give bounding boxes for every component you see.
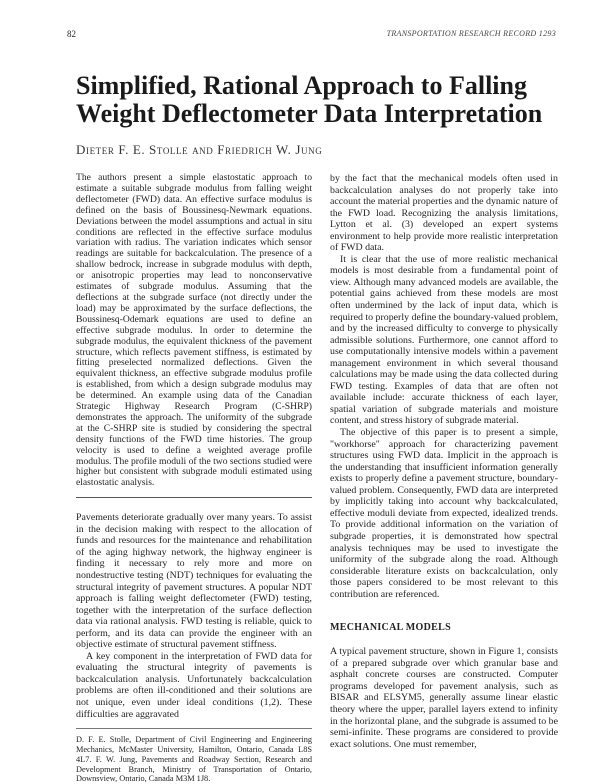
- page-number: 82: [67, 29, 76, 39]
- paper-title: Simplified, Rational Approach to Falling Weight Deflectometer Data Interpretation: [76, 71, 543, 128]
- abstract: The authors present a simple elastostatic approach to estimate a suitable subgrade modulus from falling weight deflectometer (FWD) data. An effective surface modulus is defined on the basis of Boussinesq-Newmark equations. Deviations between the model assumptions and actual in situ conditions are reflected in the effective surface modulus variation with radius. The variation indicates which sensor readings are suitable for backcalculation. The presence of a shallow bedrock, increase in subgrade modulus with depth, or anisotropic properties may lead to nonconservative estimates of subgrade modulus. Assuming that the deflections at the subgrade surface (not directly under the load) may be approximated by the surface deflections, the Boussinesq-Odemark equations are used to define an effective subgrade modulus. In order to determine the subgrade modulus, the equivalent thickness of the pavement structure, which reflects pavement stiffness, is estimated by fitting preselected normalized deflections. Given the equivalent thickness, an effective subgrade modulus profile is established, from which a design subgrade modulus may be determined. An example using data of the Canadian Strategic Highway Research Program (C-SHRP) demonstrates the approach. The uniformity of the subgrade at the C-SHRP site is studied by considering the spectral density functions of the FWD time histories. The group velocity is used to define a weighted average profile modulus. The profile moduli of the two sections studied were higher but consistent with subgrade moduli estimated using elastostatic analysis.: [76, 172, 312, 489]
- two-column-body: [76, 173, 558, 784]
- body-paragraph: Pavements deteriorate gradually over many years. To assist in the decision making with respect to the allocation of funds and resources for the maintenance and rehabilitation of the aging highway network, the highway engineer is finding it necessary to rely more and more on nondestructive testing (NDT) techniques for evaluating the structural integrity of pavement structures. A popular NDT approach is falling weight deflectometer (FWD) testing, together with the interpretation of the surface deflection data via rational analysis. FWD testing is reliable, quick to perform, and its data can provide the engineer with an objective estimate of structural pavement stiffness.: [76, 512, 312, 651]
- running-header-bar: [0, 0, 600, 40]
- footnote-divider: [76, 728, 312, 729]
- authors: Dieter F. E. Stolle and Friedrich W. Jung: [76, 142, 323, 157]
- body-paragraph: The objective of this paper is to present a simple, "workhorse" approach for characterizing pavement structures using FWD data. Implicit in the approach is the understanding that insufficient information generally exists to properly define a pavement structure, boundary-valued problem. Consequently, FWD data are interpreted by implicitly taking into account why backcalculated, effective moduli deviate from expected, idealized trends. To provide additional information on the variation of subgrade properties, it is demonstrated how spectral analysis techniques may be used to investigate the uniformity of the subgrade along the road. Although considerable literature exists on backcalculation, only those papers considered to be most relevant to this contribution are referenced.: [330, 427, 558, 600]
- author-affiliations-footnote: D. F. E. Stolle, Department of Civil Engineering and Engineering Mechanics, McMaster University, Hamilton, Ontario, Canada L8S 4L7. F. W. Jung, Pavements and Roadway Section, Research and Development Branch, Ministry of Transportation of Ontario, Downsview, Ontario, Canada M3M 1J8.: [76, 735, 312, 784]
- body-paragraph: It is clear that the use of more realistic mechanical models is most desirable from a fundamental point of view. Although many advanced models are available, the potential gains achieved from these models are most often undermined by the lack of input data, which is required to properly define the boundary-valued problem, and by the increased difficulty to converge to physically admissible solutions. Furthermore, one cannot afford to use computationally intensive models within a pavement management environment in which several thousand calculations may be made using the data collected during FWD testing. Examples of data that are often not available include: accurate thickness of each layer, spatial variation of subgrade materials and moisture content, and stress history of subgrade material.: [330, 253, 558, 427]
- body-paragraph: A key component in the interpretation of FWD data for evaluating the structural integrity of pavements is backcalculation analysis. Unfortunately backcalculation problems are often ill-conditioned and their solutions are not unique, even under ideal conditions (1,2). These difficulties are aggravated: [76, 650, 312, 720]
- running-header: TRANSPORTATION RESEARCH RECORD 1293: [386, 29, 556, 38]
- right-column: [330, 173, 558, 750]
- left-column: [76, 173, 312, 784]
- abstract-divider: [76, 497, 312, 498]
- section-heading: MECHANICAL MODELS: [330, 622, 451, 634]
- body-paragraph: A typical pavement structure, shown in Figure 1, consists of a prepared subgrade over which granular base and asphalt concrete courses are constructed. Computer programs developed for pavement analysis, such as BISAR and ELSYM5, generally assume linear elastic theory where the upper, parallel layers extend to infinity in the horizontal plane, and the subgrade is assumed to be semi-infinite. These programs are considered to provide exact solutions. One must remember,: [330, 646, 558, 750]
- body-paragraph: by the fact that the mechanical models often used in backcalculation analyses do not properly take into account the material properties and the dynamic nature of the FWD load. Recognizing the analysis limitations, Lytton et al. (3) developed an expert systems environment to help provide more realistic interpretation of FWD data.: [330, 173, 558, 254]
